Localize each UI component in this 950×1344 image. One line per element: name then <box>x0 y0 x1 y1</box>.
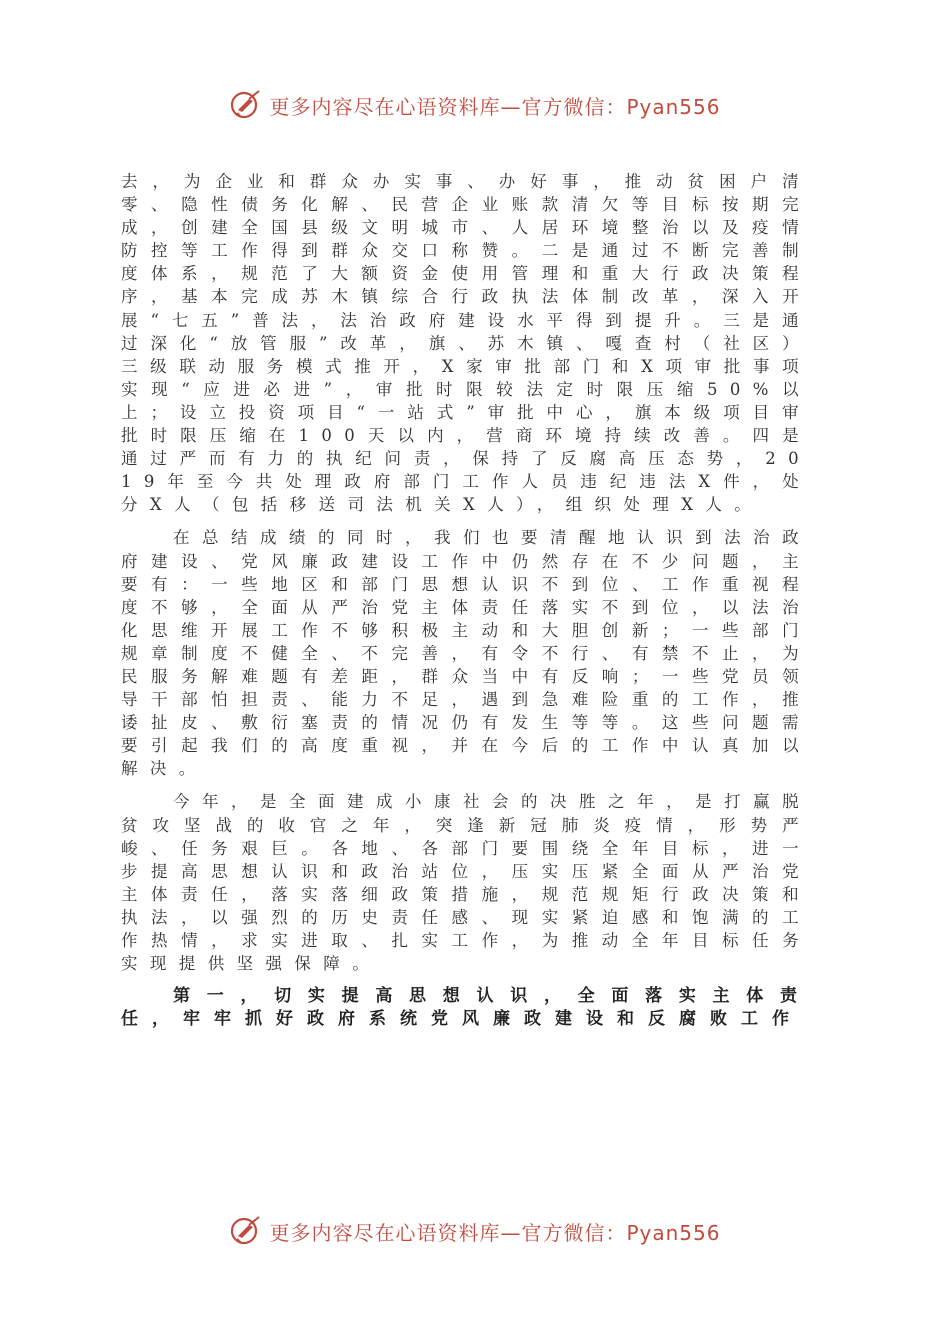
paragraph-3: 今年，是全面建成小康社会的决胜之年，是打赢脱贫攻坚战的收官之年，突逢新冠肺炎疫情，形势严峻、任务艰巨。各地、各部门要围绕全年目标，进一步提高思想认识和政治站位，压实压紧全面从严治党主体责任，落实落细政策措施，规范规矩行政决策和执法，以强烈的历史责任感、现实紧迫感和饱满的工作热情，求实进取、扎实工作，为推动全年目标任务实现提供坚强保障。 <box>121 792 811 974</box>
watermark-footer <box>0 1206 950 1256</box>
section-heading: 第一，切实提高思想认识，全面落实主体责任，牢牢抓好政府系统党风廉政建设和反腐败工作 <box>121 986 811 1030</box>
paragraph-2: 在总结成绩的同时，我们也要清醒地认识到法治政府建设、党风廉政建设工作中仍然存在不少问题，主要有：一些地区和部门思想认识不到位、工作重视程度不够，全面从严治党主体责任落实不到位，以法治化思维开展工作不够积极主动和大胆创新；一些部门规章制度不健全、不完善，有令不行、有禁不止，为民服务解难题有差距，群众当中有反响；一些党员领导干部怕担责、能力不足，遇到急难险重的工作，推诿扯皮、敷衍塞责的情况仍有发生等等。这些问题需要引起我们的高度重视，并在今后的工作中认真加以解决。 <box>121 528 811 779</box>
watermark-header <box>0 80 950 130</box>
pen-logo-icon <box>229 1214 263 1248</box>
watermark-text: 更多内容尽在心语资料库—官方微信：Pyan556 <box>269 1220 721 1245</box>
watermark-text: 更多内容尽在心语资料库—官方微信：Pyan556 <box>269 94 721 119</box>
document-body <box>121 170 811 1031</box>
paragraph-1: 去，为企业和群众办实事、办好事，推动贫困户清零、隐性债务化解、民营企业账款清欠等目标按期完成，创建全国县级文明城市、人居环境整治以及疫情防控等工作得到群众交口称赞。二是通过不断完善制度体系，规范了大额资金使用管理和重大行政决策程序，基本完成苏木镇综合行政执法体制改革，深入开展“七五”普法，法治政府建设水平得到提升。三是通过深化“放管服”改革，旗、苏木镇、嘎查村（社区）三级联动服务模式推开，X家审批部门和X项审批事项实现“应进必进”，审批时限较法定时限压缩50%以上；设立投资项目“一站式”审批中心，旗本级项目审批时限压缩在100天以内，营商环境持续改善。四是通过严而有力的执纪问责，保持了反腐高压态势，2019年至今共处理政府部门工作人员违纪违法X件，处分X人（包括移送司法机关X人），组织处理X人。 <box>121 172 811 515</box>
pen-logo-icon <box>229 88 263 122</box>
